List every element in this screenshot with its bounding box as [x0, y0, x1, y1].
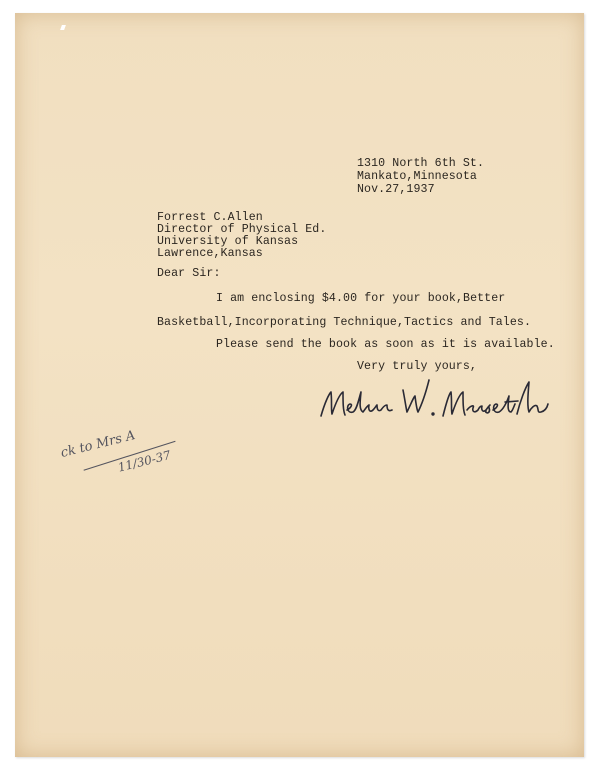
body-line-3: Please send the book as soon as it is available. [216, 338, 555, 351]
return-address-street: 1310 North 6th St. [357, 157, 485, 170]
recipient-title: Director of Physical Ed. [157, 223, 327, 236]
salutation: Dear Sir: [157, 267, 221, 280]
closing: Very truly yours, [357, 360, 477, 373]
annotation-date: 11/30-37 [116, 448, 173, 475]
annotation-note: ck to Mrs A [59, 428, 137, 462]
recipient-city: Lawrence,Kansas [157, 247, 263, 260]
pencil-annotation-drawing [55, 412, 185, 482]
body-line-2: Basketball,Incorporating Technique,Tactics and Tales. [157, 316, 532, 329]
body-line-1: I am enclosing $4.00 for your book,Better [216, 292, 506, 305]
signature-drawing [315, 372, 555, 427]
recipient-name: Forrest C.Allen [157, 211, 263, 224]
letter-date: Nov.27,1937 [357, 183, 435, 196]
return-address-city: Mankato,Minnesota [357, 170, 477, 183]
recipient-institution: University of Kansas [157, 235, 299, 248]
pencil-annotation [55, 412, 185, 482]
signature [315, 372, 555, 427]
